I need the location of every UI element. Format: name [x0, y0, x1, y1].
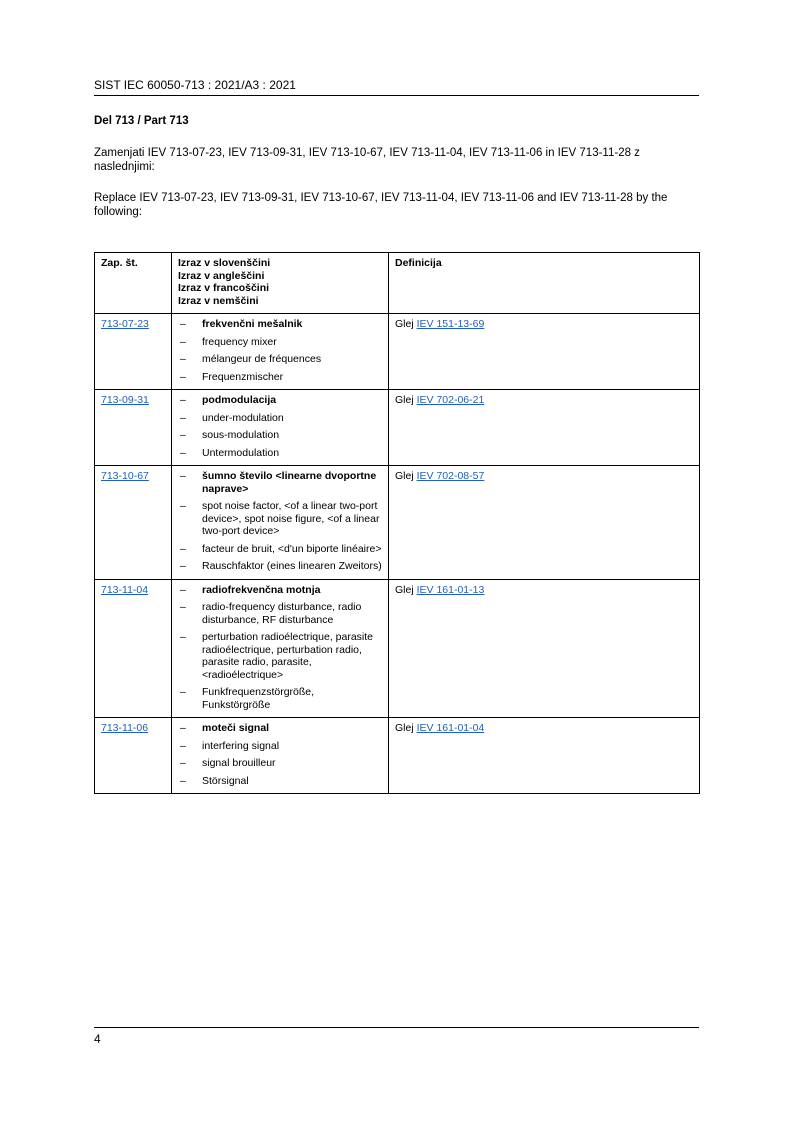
entry-number-link[interactable]: 713-09-31: [101, 394, 149, 406]
term-list: [178, 318, 382, 383]
term-slovene: [178, 470, 382, 495]
term-translation: [178, 686, 382, 711]
term-list: [178, 394, 382, 459]
term-translation: [178, 740, 382, 753]
footer-divider: [94, 1027, 699, 1028]
definition-prefix: Glej: [395, 394, 414, 406]
definition-reference-link[interactable]: IEV 161-01-13: [416, 583, 485, 596]
term-text: Störsignal: [202, 774, 249, 787]
term-text: under-modulation: [202, 411, 284, 424]
term-translation: [178, 757, 382, 770]
document-header: SIST IEC 60050-713 : 2021/A3 : 2021: [94, 78, 296, 92]
term-text: spot noise factor, <of a linear two-port device>, spot noise figure, <of a linear two-port device>: [202, 500, 380, 537]
term-list: [178, 722, 382, 787]
header-terms: [172, 253, 389, 314]
term-text: moteči signal: [202, 722, 270, 734]
term-text: interfering signal: [202, 739, 280, 752]
list-dash: –: [180, 446, 186, 459]
intro-paragraph-english: Replace IEV 713-07-23, IEV 713-09-31, IEV 713-10-67, IEV 713-11-04, IEV 713-11-06 and IEV 713-11-28 by the following:: [94, 192, 668, 218]
table-row: [95, 314, 700, 390]
term-translation: [178, 412, 382, 425]
term-translation: [178, 560, 382, 573]
terms-cell: [172, 314, 389, 390]
term-translation: [178, 601, 382, 626]
term-text: signal brouilleur: [202, 757, 276, 769]
entry-number-cell: [95, 718, 172, 794]
list-dash: –: [180, 542, 186, 555]
list-dash: –: [180, 722, 186, 734]
list-dash: –: [180, 470, 186, 482]
table-row: [95, 579, 700, 718]
definition-prefix: Glej: [395, 583, 414, 596]
term-text: frequency mixer: [202, 335, 277, 348]
definition-cell: [389, 314, 700, 390]
header-term-slovene: Izraz v slovenščini: [178, 257, 271, 269]
header-term-german: Izraz v nemščini: [178, 294, 259, 307]
table-header-row: [95, 253, 700, 314]
list-dash: –: [180, 335, 186, 348]
term-translation: [178, 500, 382, 538]
term-text: Untermodulation: [202, 446, 280, 459]
definition-reference-link[interactable]: IEV 161-01-04: [416, 722, 485, 734]
term-list: [178, 584, 382, 712]
entry-number-link[interactable]: 713-10-67: [101, 470, 149, 482]
term-slovene: [178, 318, 382, 331]
term-translation: [178, 353, 382, 366]
term-translation: [178, 336, 382, 349]
list-dash: –: [180, 757, 186, 769]
term-translation: [178, 447, 382, 460]
header-term-english: Izraz v angleščini: [178, 269, 265, 282]
term-text: mélangeur de fréquences: [202, 353, 322, 365]
list-dash: –: [180, 370, 186, 383]
term-translation: [178, 775, 382, 788]
term-text: perturbation radioélectrique, parasite radioélectrique, perturbation radio, parasite radio, parasite, <radioélectrique>: [202, 631, 374, 681]
term-text: Frequenzmischer: [202, 370, 284, 383]
term-text: Funkfrequenzstörgröße, Funkstörgröße: [202, 686, 315, 711]
terms-cell: [172, 718, 389, 794]
page-number: 4: [94, 1032, 101, 1046]
term-slovene: [178, 722, 382, 735]
entry-number-link[interactable]: 713-07-23: [101, 318, 149, 330]
list-dash: –: [180, 601, 186, 613]
entry-number-cell: [95, 314, 172, 390]
term-text: radio-frequency disturbance, radio disturbance, RF disturbance: [202, 601, 362, 626]
term-slovene: [178, 584, 382, 597]
list-dash: –: [180, 583, 186, 596]
term-text: šumno število <linearne dvoportne naprave>: [202, 470, 377, 495]
terms-table: [94, 252, 700, 794]
list-dash: –: [180, 353, 186, 365]
entry-number-cell: [95, 390, 172, 466]
table-row: [95, 718, 700, 794]
term-translation: [178, 371, 382, 384]
entry-number-link[interactable]: 713-11-06: [101, 722, 149, 734]
definition-cell: [389, 390, 700, 466]
definition-reference-link[interactable]: IEV 151-13-69: [416, 318, 485, 330]
header-divider: [94, 95, 699, 96]
term-text: podmodulacija: [202, 394, 277, 406]
table-row: [95, 390, 700, 466]
term-translation: [178, 543, 382, 556]
term-text: Rauschfaktor (eines linearen Zweitors): [202, 560, 382, 572]
list-dash: –: [180, 429, 186, 441]
header-number: Zap. št.: [95, 253, 172, 314]
terms-cell: [172, 390, 389, 466]
definition-cell: [389, 466, 700, 580]
intro-paragraph-slovene: Zamenjati IEV 713-07-23, IEV 713-09-31, IEV 713-10-67, IEV 713-11-04, IEV 713-11-06 in IEV 713-11-28 z naslednjimi:: [94, 147, 640, 173]
definition-reference-link[interactable]: IEV 702-06-21: [416, 394, 485, 406]
list-dash: –: [180, 774, 186, 787]
definition-reference-link[interactable]: IEV 702-08-57: [416, 470, 485, 482]
term-text: frekvenčni mešalnik: [202, 318, 303, 330]
entry-number-cell: [95, 579, 172, 718]
list-dash: –: [180, 739, 186, 752]
term-translation: [178, 631, 382, 681]
entry-number-cell: [95, 466, 172, 580]
term-translation: [178, 429, 382, 442]
list-dash: –: [180, 686, 186, 698]
header-definition: Definicija: [389, 253, 700, 314]
header-term-french: Izraz v francoščini: [178, 282, 270, 294]
list-dash: –: [180, 411, 186, 424]
definition-prefix: Glej: [395, 470, 414, 482]
terms-cell: [172, 466, 389, 580]
section-title: Del 713 / Part 713: [94, 115, 189, 127]
list-dash: –: [180, 500, 186, 512]
definition-cell: [389, 579, 700, 718]
term-list: [178, 470, 382, 573]
list-dash: –: [180, 631, 186, 643]
term-text: facteur de bruit, <d'un biporte linéaire>: [202, 542, 382, 555]
terms-cell: [172, 579, 389, 718]
term-text: radiofrekvenčna motnja: [202, 583, 321, 596]
entry-number-link[interactable]: 713-11-04: [101, 583, 149, 596]
definition-prefix: Glej: [395, 318, 414, 330]
term-slovene: [178, 394, 382, 407]
table-row: [95, 466, 700, 580]
definition-cell: [389, 718, 700, 794]
term-text: sous-modulation: [202, 429, 280, 441]
list-dash: –: [180, 318, 186, 330]
list-dash: –: [180, 560, 186, 572]
list-dash: –: [180, 394, 186, 406]
definition-prefix: Glej: [395, 722, 414, 734]
